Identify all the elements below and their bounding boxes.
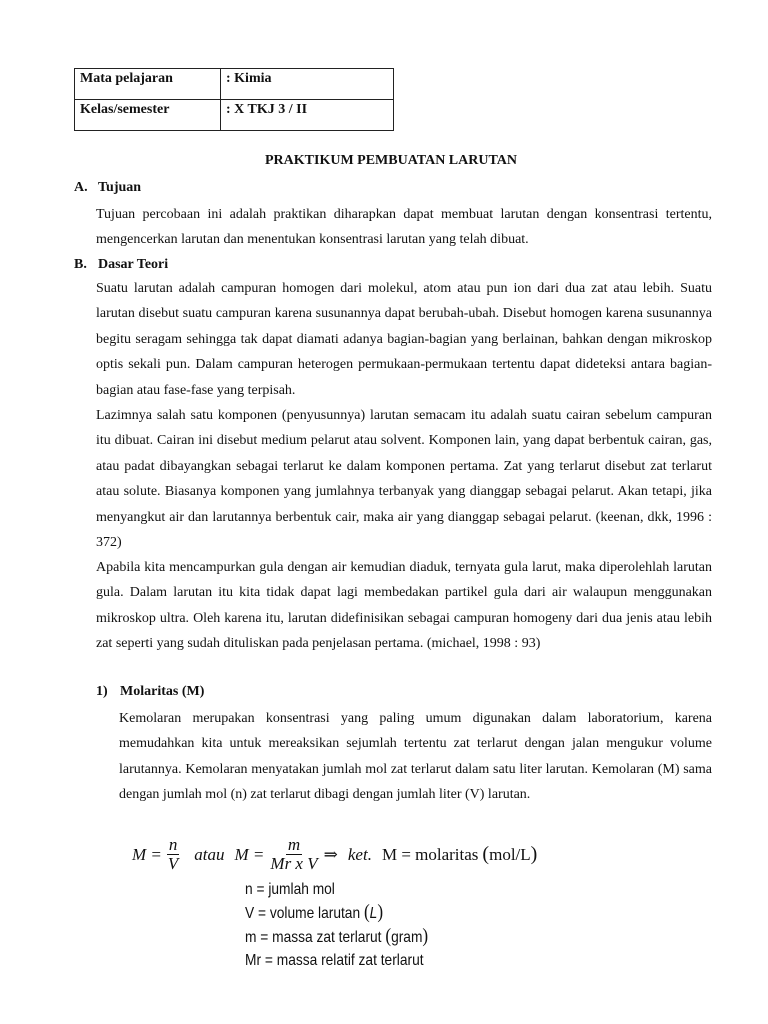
section-b-paragraph-2: Lazimnya salah satu komponen (penyusunnya) larutan semacam itu adalah suatu cairan sebelum campuran itu dibuat. Cairan ini disebut medium pelarut atau solvent. Komponen lain, yang dapat berbentuk cairan, gas, atau padat dibayangkan sebagai terlarut ke dalam komponen pertama. Zat yang terlarut disebut zat terlarut atau solute. Biasanya komponen yang jumlahnya terbanyak yang dianggap sebagai pelarut. Akan tetapi, jika menyangkut air dan larutannya berbentuk cair, maka air yang dianggap sebagai pelarut. (keenan, dkk, 1996 : 372) xyxy=(96,408,712,551)
fraction-denominator: Mr x V xyxy=(270,854,318,873)
definition-item: V = volume larutan (L) xyxy=(245,901,384,923)
definition-item: m = massa zat terlarut (gram) xyxy=(245,925,429,947)
info-table xyxy=(74,68,394,131)
fraction-n-over-v xyxy=(166,836,180,873)
definitions-list xyxy=(245,878,428,972)
implies-arrow-icon: ⇒ xyxy=(323,844,338,864)
fraction-m-over-mrv xyxy=(268,836,319,873)
section-a-heading xyxy=(74,180,141,196)
section-a-text: Tujuan percobaan ini adalah praktikan diharapkan dapat membuat larutan dengan konsentrasi tertentu, mengencerkan larutan dan menentukan konsentrasi larutan yang telah dibuat. xyxy=(96,207,712,248)
molarity-formula: M = $\frac{n}{V}$ atau M = $\frac{m}{\text{Mr x V}}$ ⇒ ket. M = molaritas ( mol/L ) xyxy=(132,835,538,873)
subsection-1-text: Kemolaran merupakan konsentrasi yang paling umum digunakan dalam laboratorium, karena memudahkan kita untuk mereaksikan sejumlah tertentu zat terlarut dengan jalan mengukur volume larutannya. Kemolaran menyatakan jumlah mol zat terlarut dalam satu liter larutan. Kemolaran (M) sama dengan jumlah mol (n) zat terlarut dibagi dengan jumlah liter (V) larutan. xyxy=(119,711,712,803)
page-title: PRAKTIKUM PEMBUATAN LARUTAN xyxy=(265,153,517,168)
formula-lhs-2: M = xyxy=(234,844,265,864)
subsection-1-heading xyxy=(96,684,204,700)
definition-text: n = jumlah mol xyxy=(245,881,335,898)
info-label: Mata pelajaran xyxy=(75,69,221,100)
info-row-subject xyxy=(75,69,394,100)
section-a-title: Tujuan xyxy=(98,180,142,195)
formula-ket: ket. xyxy=(347,844,372,864)
section-b-marker: B. xyxy=(74,257,87,272)
formula-lhs-1: M = xyxy=(132,844,162,864)
definition-item xyxy=(245,949,428,972)
info-label: Kelas/semester xyxy=(75,100,221,131)
definition-text: m = massa zat terlarut xyxy=(245,929,382,946)
info-value: : Kimia xyxy=(221,69,394,100)
definition-text: Mr = massa relatif zat terlarut xyxy=(245,952,424,969)
section-b-title: Dasar Teori xyxy=(98,257,169,272)
info-value: : X TKJ 3 / II xyxy=(221,100,394,131)
section-b-heading xyxy=(74,257,168,273)
fraction-denominator: V xyxy=(167,854,179,873)
definition-unit: L xyxy=(369,905,378,922)
info-row-class xyxy=(75,100,394,131)
section-b-paragraph-1: Suatu larutan adalah campuran homogen dari molekul, atom atau pun ion dari dua zat atau lebih. Suatu larutan disebut suatu campuran karena susunannya dapat berubah-ubah. Disebut homogen karena susunannya begitu seragam sehingga tak dapat diamati adanya bagian-bagian yang berlainan, bahkan dengan mikroskop optis sekali pun. Dalam campuran heterogen permukaan-permukaan tertentu dapat dideteksi antara bagian-bagian atau fase-fase yang terpisah. xyxy=(96,281,712,398)
section-a-marker: A. xyxy=(74,180,88,195)
subsection-1-marker: 1) xyxy=(96,684,108,699)
definition-item xyxy=(245,878,428,901)
subsection-1-title: Molaritas (M) xyxy=(120,684,205,699)
definition-unit: gram xyxy=(391,929,423,946)
formula-def-m-unit: mol/L xyxy=(489,844,531,864)
fraction-numerator: n xyxy=(168,835,178,854)
fraction-numerator: m xyxy=(287,835,301,854)
formula-atau: atau xyxy=(194,844,225,864)
section-b-paragraph-3: Apabila kita mencampurkan gula dengan air kemudian diaduk, ternyata gula larut, maka diperolehlah larutan gula. Dalam larutan itu kita tidak dapat lagi membedakan partikel gula dari air walaupun menggunakan mikroskop ultra. Oleh karena itu, larutan didefinisikan sebagai campuran homogeny dari dua jenis atau lebih zat seperti yang sudah dituliskan pada penjelasan pertama. (michael, 1998 : 93) xyxy=(96,560,712,652)
definition-text: V = volume larutan xyxy=(245,905,361,922)
formula-def-m: M = molaritas xyxy=(381,844,479,864)
